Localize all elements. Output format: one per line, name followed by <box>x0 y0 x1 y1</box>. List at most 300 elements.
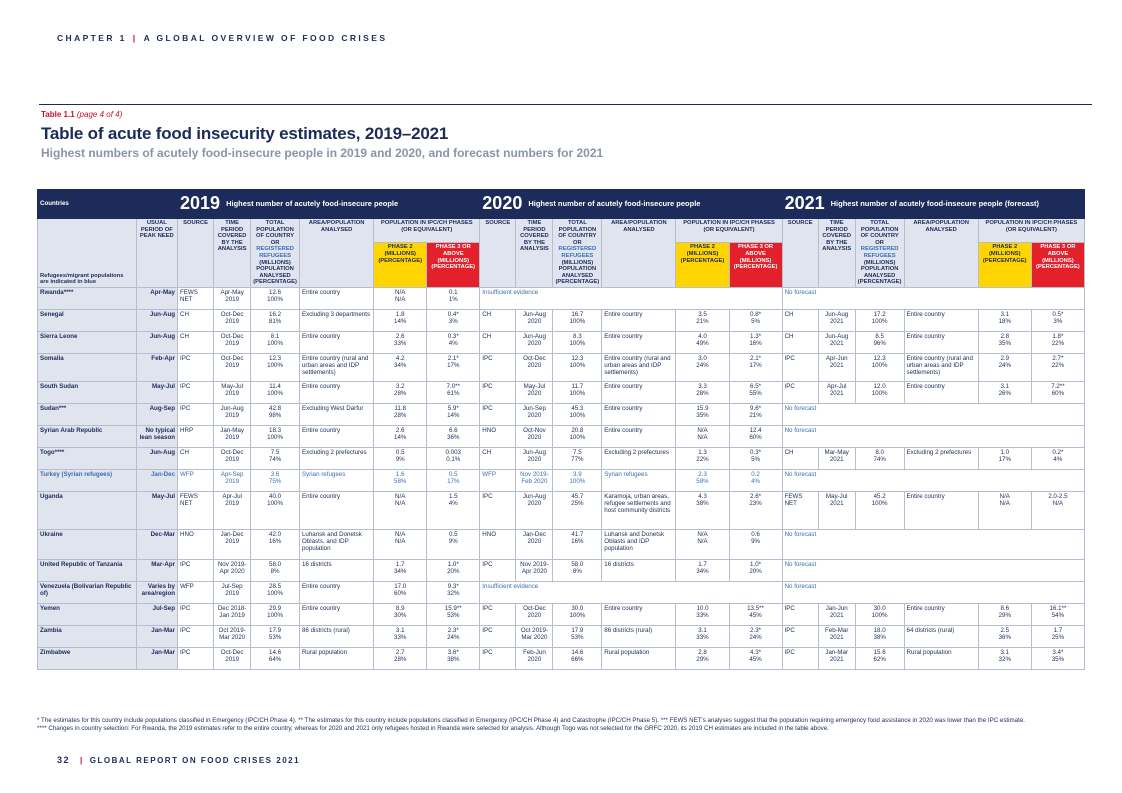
peak-cell: Feb-Apr <box>136 353 177 381</box>
phase-value: 15.9 <box>696 404 709 412</box>
total-value: 12.6 <box>269 288 282 296</box>
phase-value: 3.0 <box>698 354 707 362</box>
col-source-header: SOURCE <box>480 219 516 288</box>
source-cell: IPC <box>480 491 516 529</box>
time-cell: Nov 2019-Apr 2020 <box>214 559 251 581</box>
footnote: * The estimates for this country include populations classified in Emergency (IPC/CH Phase 4). ** The estimates for this country include populations classified in Emergency (IPC/CH Phase 4) and Catastrophe (IPC/CH Phase 5). *** FEWS NET's analyses suggest that the population requiring emergency food assistance in 2020 was lower than the IPC estimate. <box>37 717 1025 724</box>
phase2-cell <box>374 425 427 447</box>
phase2-header <box>676 243 729 287</box>
phase-value: 36% <box>998 634 1011 642</box>
phase-value: N/A <box>697 530 708 538</box>
phase-value: 20% <box>749 568 762 576</box>
phase-value: 33% <box>696 612 709 620</box>
total-value: 58.0 <box>269 560 282 568</box>
total-value: 11.7 <box>571 382 584 390</box>
phase-value: N/A <box>697 434 708 442</box>
time-cell: Apr-Jun 2021 <box>818 353 855 381</box>
total-value: 53% <box>571 634 584 642</box>
phase3-cell <box>427 309 480 331</box>
status-cell: Insufficient evidence <box>480 287 782 309</box>
total-value: 18.0 <box>873 626 886 634</box>
phase-value: 0.5 <box>395 448 405 456</box>
total-value: 100% <box>267 362 283 370</box>
phase-value: 2.6* <box>750 492 762 500</box>
total-cell <box>251 603 300 625</box>
area-cell: Entire country <box>602 603 676 625</box>
total-cell <box>855 331 904 353</box>
phase-value: 4% <box>448 340 458 348</box>
phase-value: 3% <box>1053 318 1063 326</box>
phase-value: 24% <box>696 362 709 370</box>
phase2-cell <box>978 309 1031 331</box>
phase2-cell <box>676 331 729 353</box>
phase2-cell <box>374 309 427 331</box>
phase-value: N/A <box>1052 500 1064 508</box>
source-cell: IPC <box>178 353 214 381</box>
phase-value: 1.0* <box>750 560 762 568</box>
phase-value: 3.1 <box>1000 310 1010 318</box>
total-cell <box>251 309 300 331</box>
source-cell: IPC <box>178 647 214 669</box>
time-cell: Oct-Dec 2019 <box>214 647 251 669</box>
phase-value: 2.3 <box>698 470 707 478</box>
country-cell: Turkey (Syrian refugees) <box>38 469 137 491</box>
phase-value: 32% <box>998 656 1011 664</box>
country-cell: Sierra Leone <box>38 331 137 353</box>
col-total-header-part: (MILLIONS) POPULATION ANALYSED (PERCENTAGE) <box>555 259 600 286</box>
phase2-cell <box>978 647 1031 669</box>
time-cell: Oct 2019-Mar 2020 <box>214 625 251 647</box>
phase-value: 12.4 <box>749 426 762 434</box>
col-total-header-part: REGISTERED REFUGEES <box>256 246 294 259</box>
phase-value: 4% <box>1053 456 1063 464</box>
total-value: 100% <box>569 434 586 442</box>
phase3-cell <box>427 353 480 381</box>
total-value: 16.2 <box>269 310 282 318</box>
phase2-cell <box>374 469 427 491</box>
table-row <box>38 647 1085 669</box>
status-cell: No forecast <box>782 425 1084 447</box>
total-cell <box>553 603 602 625</box>
total-value: 100% <box>267 590 283 598</box>
phase3-cell <box>1031 447 1084 469</box>
time-cell: Oct-Dec 2019 <box>214 309 251 331</box>
phase-value: 24% <box>447 634 460 642</box>
source-cell: CH <box>480 331 516 353</box>
total-value: 74% <box>873 456 886 464</box>
phase-value: 16% <box>749 340 762 348</box>
phase-value: 6.5* <box>750 382 762 390</box>
source-cell: CH <box>782 447 818 469</box>
phase-value: 28% <box>394 656 407 664</box>
phase-value: 53% <box>447 612 460 620</box>
phase-value: 2.7 <box>395 648 405 656</box>
divider <box>39 104 1092 105</box>
phase-value: 61% <box>447 390 460 398</box>
phase-value: 2.8 <box>1000 332 1010 340</box>
phase-value: 17% <box>447 478 460 486</box>
total-cell <box>553 529 602 559</box>
area-cell: Rural population <box>299 647 373 669</box>
time-cell: Jan-Mar 2021 <box>818 647 855 669</box>
page-subtitle: Highest numbers of acutely food-insecure people in 2019 and 2020, and forecast numbers for 2021 <box>41 146 604 160</box>
country-cell: Venezuela (Bolivarian Republic of) <box>38 581 137 603</box>
total-cell <box>251 381 300 403</box>
phase3-cell <box>427 559 480 581</box>
time-cell: May-Jul 2019 <box>214 381 251 403</box>
phase2-cell <box>676 381 729 403</box>
phase-value: 14% <box>394 318 407 326</box>
total-cell <box>251 331 300 353</box>
phase3-cell <box>729 529 782 559</box>
total-value: 100% <box>569 318 586 326</box>
phase3-cell <box>427 625 480 647</box>
phase-value: 1.7 <box>395 560 405 568</box>
time-cell: Jun-Aug 2020 <box>516 331 553 353</box>
phase-value: 2.8 <box>698 648 707 656</box>
total-cell <box>553 447 602 469</box>
phase-value: 45% <box>749 612 762 620</box>
table-row <box>38 287 1085 309</box>
phase3-header <box>427 243 480 287</box>
phase-value: 0.2 <box>751 470 760 478</box>
year-header-2020 <box>480 190 782 219</box>
phase-value: 0.1% <box>446 456 461 464</box>
total-value: 7.5 <box>270 448 280 456</box>
col-pop-header: POPULATION IN IPC/CH PHASES (OR EQUIVALENT) <box>676 219 782 243</box>
total-value: 40.0 <box>269 492 282 500</box>
area-cell: Entire country <box>299 603 373 625</box>
phase-header-part: (MILLIONS) (PERCENTAGE) <box>733 257 778 271</box>
col-peak-header: USUAL PERIOD OF PEAK NEED <box>136 219 177 288</box>
table-row <box>38 425 1085 447</box>
phase-value: 38% <box>696 500 709 508</box>
total-value: 14.6 <box>571 648 584 656</box>
phase3-cell <box>427 603 480 625</box>
year-label: 2021 <box>784 193 825 214</box>
time-cell: Oct-Nov 2020 <box>516 425 553 447</box>
time-cell: May-Jul 2020 <box>516 381 553 403</box>
chapter-number: CHAPTER 1 <box>57 33 127 43</box>
area-cell: Entire country <box>299 491 373 529</box>
phase-value: 1.0 <box>1000 448 1010 456</box>
total-cell <box>251 403 300 425</box>
area-cell: Entire country (rural and urban areas and IDP settlements) <box>299 353 373 381</box>
phase-value: N/A <box>999 492 1010 500</box>
total-cell <box>553 625 602 647</box>
total-value: 58.0 <box>571 560 584 568</box>
total-value: 100% <box>871 362 888 370</box>
phase2-cell <box>374 529 427 559</box>
phase-value: N/A <box>395 296 406 304</box>
phase-value: 38% <box>447 656 460 664</box>
phase2-cell <box>676 559 729 581</box>
total-value: 38% <box>873 634 886 642</box>
time-cell: Jun-Aug 2020 <box>516 309 553 331</box>
area-cell: 64 districts (rural) <box>904 625 978 647</box>
phase-value: 16.1** <box>1049 604 1067 612</box>
phase-value: 2.5 <box>1000 626 1010 634</box>
phase-value: 55% <box>749 390 762 398</box>
time-cell: Oct-Dec 2020 <box>516 603 553 625</box>
status-cell: No forecast <box>782 581 1084 603</box>
total-value: 12.3 <box>269 354 282 362</box>
table-label <box>41 110 122 119</box>
time-cell: Jun-Sep 2020 <box>516 403 553 425</box>
col-area-header: AREA/POPULATION ANALYSED <box>602 219 676 288</box>
phase-value: 33% <box>394 634 407 642</box>
phase3-cell <box>427 581 480 603</box>
phase-value: 3.4* <box>1052 648 1064 656</box>
total-cell <box>855 381 904 403</box>
table-row <box>38 331 1085 353</box>
col-time-header: TIME PERIOD COVERED BY THE ANALYSIS <box>818 219 855 288</box>
phase-value: 4.2 <box>395 354 405 362</box>
phase-header-part: (MILLIONS) (PERCENTAGE) <box>982 251 1027 264</box>
area-cell: 86 districts (rural) <box>299 625 373 647</box>
time-cell: Jun-Aug 2020 <box>516 447 553 469</box>
total-value: 16% <box>571 538 584 546</box>
peak-cell: Jun-Aug <box>136 447 177 469</box>
peak-cell: May-Jul <box>136 381 177 403</box>
total-value: 100% <box>267 500 283 508</box>
area-cell: Entire country <box>904 603 978 625</box>
phase2-cell <box>374 603 427 625</box>
source-cell: FEWS NET <box>178 491 214 529</box>
phase-value: 18% <box>998 318 1011 326</box>
phase-value: 9% <box>395 456 405 464</box>
table-row <box>38 559 1085 581</box>
phase-value: 4.3 <box>698 492 707 500</box>
area-cell: Entire country <box>299 331 373 353</box>
phase-value: 3.1 <box>698 626 707 634</box>
total-value: 8% <box>270 568 280 576</box>
area-cell: 86 districts (rural) <box>602 625 676 647</box>
table-row <box>38 581 1085 603</box>
phase-value: 33% <box>696 634 709 642</box>
area-cell: Entire country <box>602 425 676 447</box>
phase3-cell <box>427 491 480 529</box>
phase-value: 1.7 <box>1053 626 1063 634</box>
phase-header-part: PHASE 2 <box>690 244 715 251</box>
total-value: 100% <box>871 318 888 326</box>
total-value: 8.1 <box>270 332 280 340</box>
time-cell: Oct-Dec 2019 <box>214 331 251 353</box>
total-value: 29.9 <box>269 604 282 612</box>
phase-value: 2.0-2.5 <box>1048 492 1068 500</box>
phase2-cell <box>676 625 729 647</box>
source-cell: FEWS NET <box>178 287 214 309</box>
phase3-cell <box>1031 309 1084 331</box>
phase-value: 33% <box>394 340 407 348</box>
phase2-header <box>978 243 1031 287</box>
chapter-title: A GLOBAL OVERVIEW OF FOOD CRISES <box>143 33 388 43</box>
source-cell: IPC <box>178 625 214 647</box>
total-cell <box>553 559 602 581</box>
status-cell: No forecast <box>782 287 1084 309</box>
total-value: 14.6 <box>269 648 282 656</box>
country-cell: Rwanda**** <box>38 287 137 309</box>
phase-value: 25% <box>1051 634 1065 642</box>
phase-value: 2.1* <box>750 354 762 362</box>
total-value: 3.9 <box>573 470 582 478</box>
phase-header-part: PHASE 3 OR ABOVE <box>435 244 471 258</box>
total-value: 15.6 <box>873 648 886 656</box>
country-cell: Sudan*** <box>38 403 137 425</box>
col-pop-header: POPULATION IN IPC/CH PHASES (OR EQUIVALENT) <box>978 219 1084 243</box>
total-value: 42.8 <box>269 404 282 412</box>
total-value: 11.4 <box>269 382 281 390</box>
phase-header-part: (MILLIONS) (PERCENTAGE) <box>680 251 725 264</box>
total-value: 8.3 <box>573 332 582 340</box>
phase-header-part: PHASE 2 <box>992 244 1018 251</box>
col-time-header: TIME PERIOD COVERED BY THE ANALYSIS <box>214 219 251 288</box>
country-cell: Senegal <box>38 309 137 331</box>
country-cell: Zimbabwe <box>38 647 137 669</box>
col-total-header-part: TOTAL POPULATION OF COUNTRY OR <box>256 220 295 246</box>
time-cell: Dec 2018-Jan 2019 <box>214 603 251 625</box>
source-cell: HNO <box>480 529 516 559</box>
col-total-header <box>251 219 300 288</box>
phase-value: 8.6 <box>1000 604 1010 612</box>
source-cell: IPC <box>480 353 516 381</box>
phase-value: 3.6* <box>447 648 459 656</box>
phase-value: 3.2 <box>395 382 405 390</box>
phase3-cell <box>427 447 480 469</box>
source-cell: IPC <box>178 603 214 625</box>
total-value: 30.0 <box>571 604 584 612</box>
total-value: 100% <box>569 612 586 620</box>
year-label: 2020 <box>482 193 523 214</box>
total-cell <box>855 603 904 625</box>
total-value: 100% <box>267 296 283 304</box>
phase-value: 21% <box>696 318 709 326</box>
phase3-cell <box>1031 381 1084 403</box>
source-cell: IPC <box>480 559 516 581</box>
total-value: 16.7 <box>571 310 584 318</box>
area-cell: Entire country <box>904 309 978 331</box>
phase-value: 3.1 <box>1000 382 1010 390</box>
phase-value: 7.0** <box>446 382 460 390</box>
total-value: 100% <box>871 500 888 508</box>
total-cell <box>251 581 300 603</box>
time-cell: Jan-Dec 2020 <box>516 529 553 559</box>
total-value: 8.0 <box>875 448 884 456</box>
source-cell: IPC <box>480 403 516 425</box>
time-cell: Nov 2019-Feb 2020 <box>516 469 553 491</box>
phase-value: 28% <box>696 390 709 398</box>
phase-value: 5% <box>751 456 761 464</box>
phase-value: 17% <box>447 362 460 370</box>
phase-value: 6.6 <box>448 426 458 434</box>
phase-value: 3% <box>448 318 458 326</box>
phase3-cell <box>729 309 782 331</box>
total-value: 100% <box>871 612 888 620</box>
phase2-cell <box>676 529 729 559</box>
phase3-cell <box>427 529 480 559</box>
source-cell: IPC <box>480 381 516 403</box>
phase2-cell <box>374 559 427 581</box>
peak-cell: Jan-Dec <box>136 469 177 491</box>
source-cell: WFP <box>178 581 214 603</box>
phase-value: 3.5 <box>698 310 707 318</box>
phase3-cell <box>729 331 782 353</box>
phase2-cell <box>374 331 427 353</box>
peak-cell: Jun-Aug <box>136 309 177 331</box>
phase2-cell <box>676 309 729 331</box>
phase3-cell <box>729 403 782 425</box>
phase-value: 2.7* <box>1052 354 1064 362</box>
total-cell <box>553 425 602 447</box>
col-total-header <box>855 219 904 288</box>
phase2-cell <box>374 353 427 381</box>
phase-value: 7.2** <box>1051 382 1065 390</box>
peak-cell: Varies by area/region <box>136 581 177 603</box>
source-cell: IPC <box>480 625 516 647</box>
table-number: Table 1.1 <box>41 110 75 119</box>
total-cell <box>251 647 300 669</box>
area-cell: Rural population <box>602 647 676 669</box>
total-value: 42.0 <box>269 530 282 538</box>
total-value: 100% <box>569 340 586 348</box>
peak-cell: Jul-Sep <box>136 603 177 625</box>
phase3-cell <box>729 491 782 529</box>
phase-value: 36% <box>447 434 460 442</box>
peak-cell: May-Jul <box>136 491 177 529</box>
total-value: 30.0 <box>873 604 886 612</box>
phase-value: 1.5 <box>448 492 458 500</box>
year-label: 2019 <box>180 193 221 214</box>
phase-value: 0.5 <box>448 530 458 538</box>
total-value: 77% <box>571 456 584 464</box>
peak-cell: Jan-Mar <box>136 647 177 669</box>
total-value: 100% <box>569 362 586 370</box>
peak-cell: No typical lean season <box>136 425 177 447</box>
country-cell: Ukraine <box>38 529 137 559</box>
col-area-header: AREA/POPULATION ANALYSED <box>299 219 373 288</box>
total-cell <box>251 469 300 491</box>
phase3-cell <box>427 425 480 447</box>
page-number: 32 <box>57 755 71 765</box>
phase2-cell <box>676 353 729 381</box>
phase-value: 17% <box>749 362 762 370</box>
phase-value: 30% <box>394 612 407 620</box>
phase3-cell <box>1031 647 1084 669</box>
phase-value: 34% <box>696 568 709 576</box>
time-cell: Apr-May 2019 <box>214 287 251 309</box>
phase3-cell <box>729 625 782 647</box>
area-cell: Entire country <box>904 381 978 403</box>
phase-value: 34% <box>394 362 407 370</box>
status-cell: No forecast <box>782 469 1084 491</box>
phase3-cell <box>729 447 782 469</box>
table-row <box>38 469 1085 491</box>
area-cell: Entire country <box>602 403 676 425</box>
peak-cell: Mar-Apr <box>136 559 177 581</box>
footer-text: GLOBAL REPORT ON FOOD CRISES 2021 <box>89 756 301 765</box>
source-cell: IPC <box>782 647 818 669</box>
total-value: 8.5 <box>875 332 884 340</box>
phase-value: 4% <box>448 500 458 508</box>
phase3-cell <box>1031 603 1084 625</box>
phase-value: 45% <box>749 656 762 664</box>
time-cell: Apr-Sep 2019 <box>214 469 251 491</box>
phase-header-part: (MILLIONS) (PERCENTAGE) <box>1036 257 1080 271</box>
phase-header-part: (MILLIONS) (PERCENTAGE) <box>431 257 476 271</box>
col-total-header <box>553 219 602 288</box>
phase-value: 5.9* <box>447 404 459 412</box>
total-value: 45.3 <box>571 404 584 412</box>
